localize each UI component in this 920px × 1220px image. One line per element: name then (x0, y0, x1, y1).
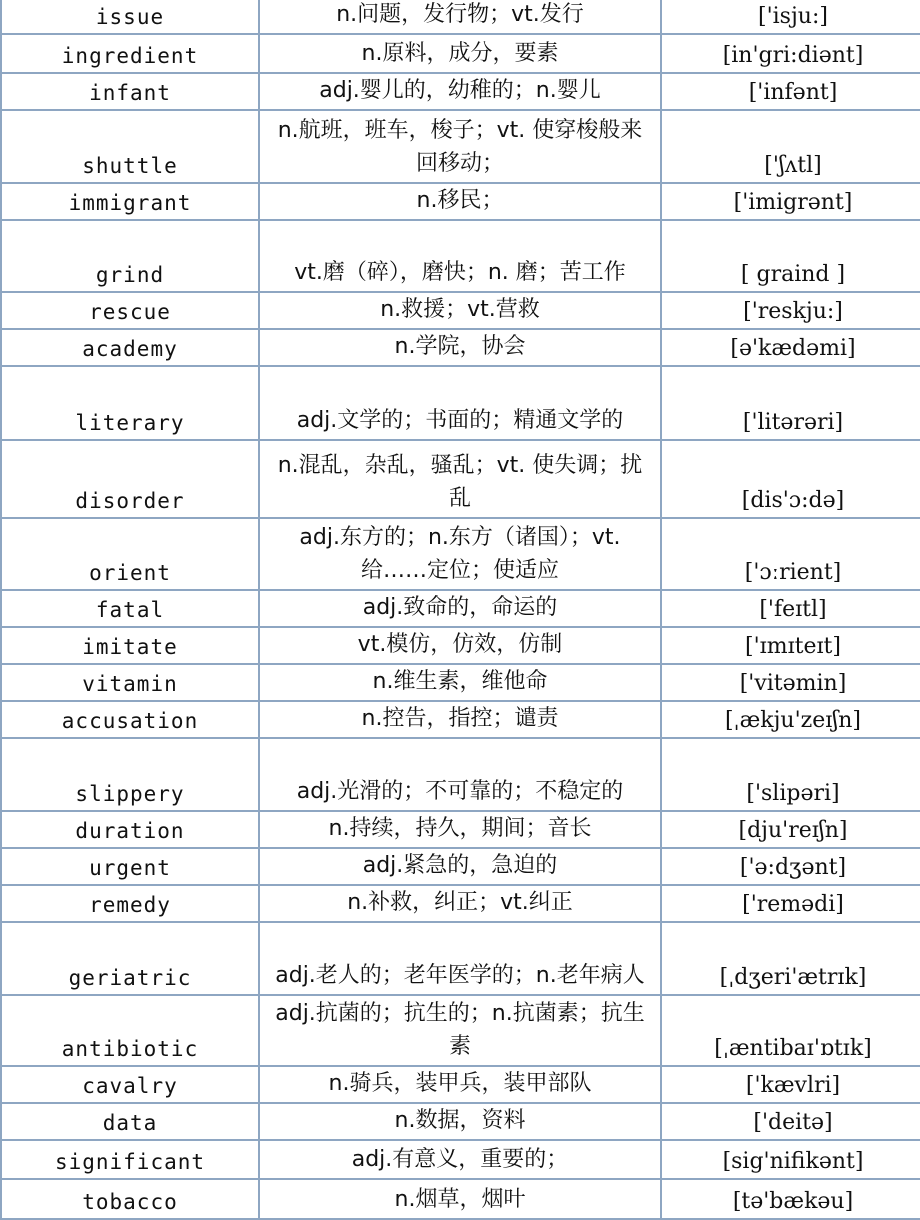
table-row (1, 738, 920, 811)
table-row (1, 1179, 920, 1219)
word-cell: antibiotic (1, 995, 259, 1066)
word-cell: slippery (1, 738, 259, 811)
phonetic-cell: [ə'kædəmi] (661, 329, 920, 366)
meaning-cell: adj.紧急的，急迫的 (259, 848, 661, 885)
meaning-cell: n.移民； (259, 183, 661, 220)
meaning-cell: n.补救，纠正；vt.纠正 (259, 885, 661, 922)
phonetic-cell: ['ə:dʒənt] (661, 848, 920, 885)
phonetic-cell: ['deitə] (661, 1103, 920, 1140)
word-cell: issue (1, 0, 259, 34)
table-row (1, 885, 920, 922)
table-row (1, 664, 920, 701)
table-row (1, 590, 920, 627)
meaning-cell: adj.婴儿的，幼稚的；n.婴儿 (259, 73, 661, 110)
word-cell: rescue (1, 292, 259, 329)
table-row (1, 701, 920, 738)
word-cell: ingredient (1, 34, 259, 73)
table-row (1, 627, 920, 664)
word-cell: shuttle (1, 110, 259, 183)
table-row (1, 922, 920, 995)
meaning-cell: n.骑兵，装甲兵，装甲部队 (259, 1066, 661, 1103)
meaning-cell: adj.有意义，重要的； (259, 1140, 661, 1179)
word-cell: immigrant (1, 183, 259, 220)
meaning-cell: adj.光滑的；不可靠的；不稳定的 (259, 738, 661, 811)
table-row (1, 110, 920, 183)
phonetic-cell: [sig'nifikənt] (661, 1140, 920, 1179)
table-row (1, 1140, 920, 1179)
table-row (1, 292, 920, 329)
meaning-cell: vt.模仿，仿效，仿制 (259, 627, 661, 664)
phonetic-cell: [ˌækju'zeɪʃn] (661, 701, 920, 738)
phonetic-cell: [tə'bækəu] (661, 1179, 920, 1219)
meaning-cell: adj.文学的；书面的；精通文学的 (259, 366, 661, 440)
phonetic-cell: ['feɪtl] (661, 590, 920, 627)
word-cell: significant (1, 1140, 259, 1179)
word-cell: academy (1, 329, 259, 366)
meaning-cell: adj.老人的；老年医学的；n.老年病人 (259, 922, 661, 995)
meaning-cell: n.烟草，烟叶 (259, 1179, 661, 1219)
table-row (1, 518, 920, 590)
word-cell: data (1, 1103, 259, 1140)
word-cell: infant (1, 73, 259, 110)
word-cell: literary (1, 366, 259, 440)
word-cell: disorder (1, 440, 259, 518)
table-row (1, 34, 920, 73)
word-cell: remedy (1, 885, 259, 922)
table-row (1, 183, 920, 220)
meaning-cell: n.混乱，杂乱，骚乱；vt. 使失调；扰乱 (259, 440, 661, 518)
phonetic-cell: ['ɪmɪteɪt] (661, 627, 920, 664)
word-cell: imitate (1, 627, 259, 664)
table-row (1, 440, 920, 518)
phonetic-cell: ['ɔːrient] (661, 518, 920, 590)
word-cell: vitamin (1, 664, 259, 701)
word-cell: cavalry (1, 1066, 259, 1103)
meaning-cell: adj.抗菌的；抗生的；n.抗菌素；抗生素 (259, 995, 661, 1066)
meaning-cell: vt.磨（碎），磨快；n. 磨；苦工作 (259, 220, 661, 292)
phonetic-cell: [ˌæntibaɪ'ɒtɪk] (661, 995, 920, 1066)
meaning-cell: n.学院，协会 (259, 329, 661, 366)
meaning-cell: n.维生素，维他命 (259, 664, 661, 701)
phonetic-cell: ['reskju:] (661, 292, 920, 329)
phonetic-cell: ['vitəmin] (661, 664, 920, 701)
meaning-cell: n.原料，成分，要素 (259, 34, 661, 73)
table-row (1, 366, 920, 440)
meaning-cell: adj.东方的；n.东方（诸国）；vt.给……定位；使适应 (259, 518, 661, 590)
phonetic-cell: ['ʃʌtl] (661, 110, 920, 183)
table-row (1, 220, 920, 292)
table-row (1, 1066, 920, 1103)
phonetic-cell: [dis'ɔ:də] (661, 440, 920, 518)
table-row (1, 848, 920, 885)
word-cell: fatal (1, 590, 259, 627)
word-cell: tobacco (1, 1179, 259, 1219)
table-row (1, 1103, 920, 1140)
phonetic-cell: ['infənt] (661, 73, 920, 110)
meaning-cell: n.数据，资料 (259, 1103, 661, 1140)
word-cell: orient (1, 518, 259, 590)
table-row (1, 73, 920, 110)
table-row (1, 0, 920, 34)
phonetic-cell: ['remədi] (661, 885, 920, 922)
phonetic-cell: ['litərəri] (661, 366, 920, 440)
word-cell: urgent (1, 848, 259, 885)
phonetic-cell: [dju'reɪʃn] (661, 811, 920, 848)
meaning-cell: n.问题，发行物；vt.发行 (259, 0, 661, 34)
phonetic-cell: ['isju:] (661, 0, 920, 34)
table-row (1, 995, 920, 1066)
meaning-cell: n.持续，持久，期间；音长 (259, 811, 661, 848)
phonetic-cell: [ graind ] (661, 220, 920, 292)
word-cell: duration (1, 811, 259, 848)
phonetic-cell: [ˌdʒeri'ætrɪk] (661, 922, 920, 995)
meaning-cell: n.控告，指控；谴责 (259, 701, 661, 738)
word-cell: accusation (1, 701, 259, 738)
phonetic-cell: ['imigrənt] (661, 183, 920, 220)
table-row (1, 811, 920, 848)
meaning-cell: n.航班，班车，梭子；vt. 使穿梭般来回移动； (259, 110, 661, 183)
meaning-cell: adj.致命的，命运的 (259, 590, 661, 627)
phonetic-cell: ['kævlri] (661, 1066, 920, 1103)
table-row (1, 329, 920, 366)
meaning-cell: n.救援；vt.营救 (259, 292, 661, 329)
phonetic-cell: ['slipəri] (661, 738, 920, 811)
word-cell: grind (1, 220, 259, 292)
word-cell: geriatric (1, 922, 259, 995)
phonetic-cell: [in'gri:diənt] (661, 34, 920, 73)
